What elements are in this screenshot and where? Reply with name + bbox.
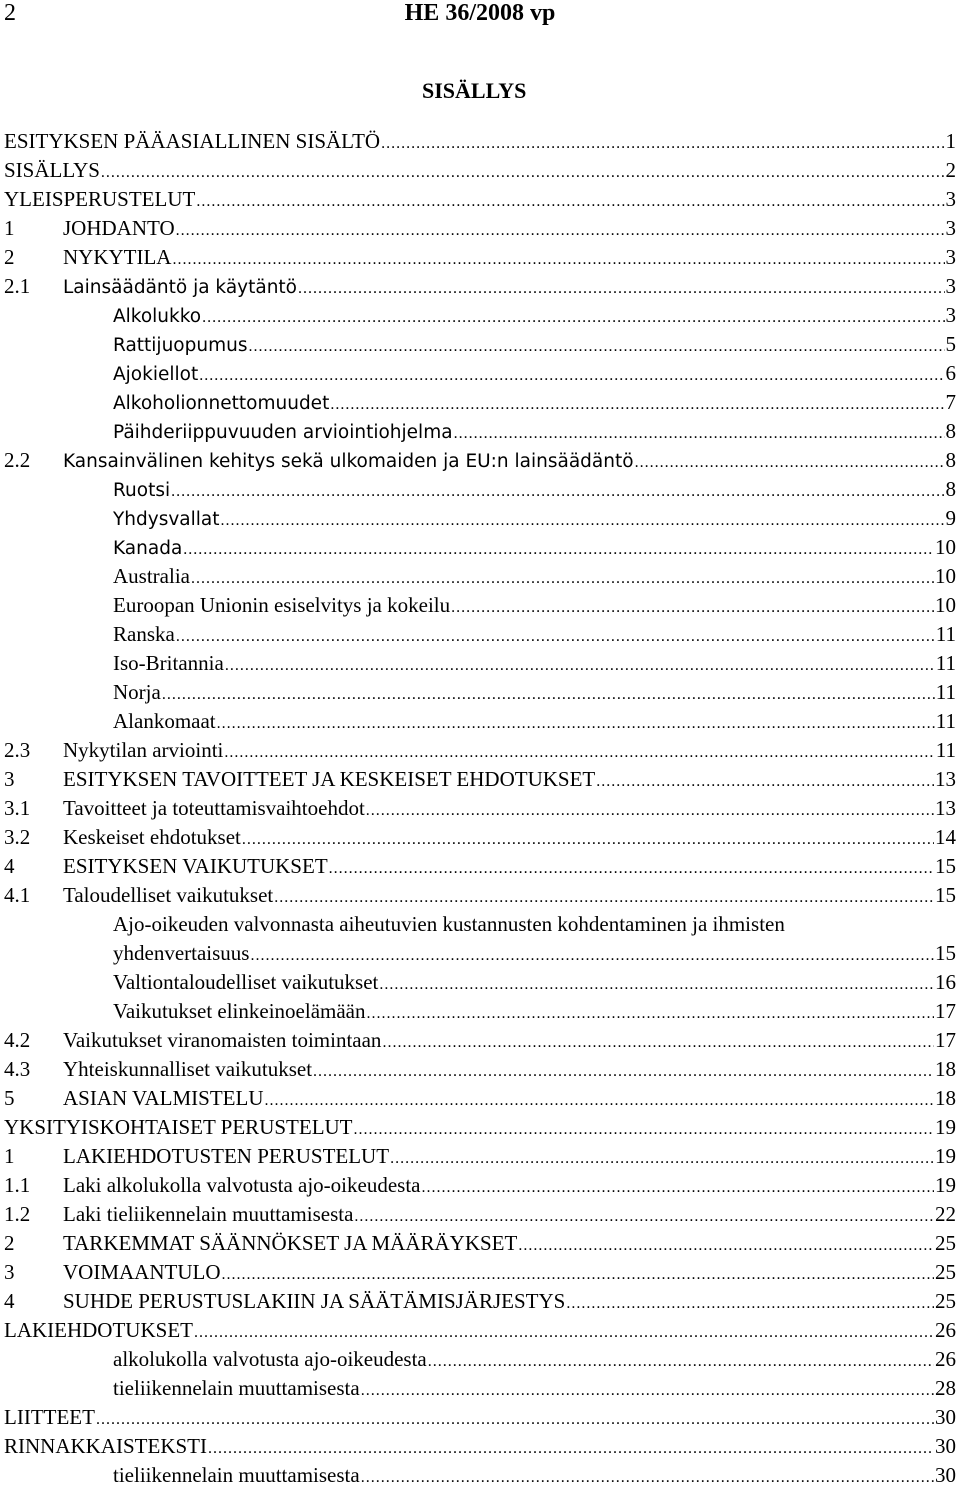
toc-entry-title: Tavoitteet ja toteuttamisvaihtoehdot bbox=[63, 796, 365, 820]
toc-entry[interactable] bbox=[4, 1374, 956, 1403]
toc-entry-number: 2.3 bbox=[4, 738, 31, 762]
toc-entry[interactable] bbox=[4, 1287, 956, 1316]
toc-entry[interactable] bbox=[4, 214, 956, 243]
toc-entry-page: 22 bbox=[935, 1202, 956, 1226]
toc-entry[interactable] bbox=[4, 533, 956, 562]
toc-entry-title: Ajokiellot bbox=[113, 364, 199, 385]
toc-leader-dots bbox=[208, 1434, 934, 1463]
toc-entry-title: NYKYTILA bbox=[63, 245, 172, 269]
toc-entry-page: 14 bbox=[935, 825, 956, 849]
toc-entry-page: 3 bbox=[945, 245, 956, 269]
toc-leader-dots bbox=[221, 506, 945, 535]
toc-entry-number: 2.2 bbox=[4, 448, 31, 472]
toc-entry[interactable] bbox=[4, 649, 956, 678]
toc-entry[interactable] bbox=[4, 388, 956, 417]
toc-entry-page: 9 bbox=[945, 506, 956, 530]
toc-entry[interactable] bbox=[4, 939, 956, 968]
toc-entry-title: TARKEMMAT SÄÄNNÖKSET JA MÄÄRÄYKSET bbox=[63, 1231, 518, 1255]
toc-leader-dots bbox=[451, 593, 934, 622]
page-number: 2 bbox=[4, 0, 16, 26]
toc-entry[interactable] bbox=[4, 1200, 956, 1229]
toc-entry-page: 17 bbox=[935, 999, 956, 1023]
toc-leader-dots bbox=[421, 1173, 934, 1202]
toc-entry-page: 25 bbox=[935, 1260, 956, 1284]
toc-entry-page: 13 bbox=[935, 767, 956, 791]
toc-entry-page: 26 bbox=[935, 1318, 956, 1342]
toc-entry-page: 6 bbox=[945, 361, 956, 385]
toc-leader-dots bbox=[354, 1202, 934, 1231]
toc-entry-page: 19 bbox=[935, 1173, 956, 1197]
toc-entry[interactable] bbox=[4, 1026, 956, 1055]
toc-entry-page: 8 bbox=[945, 477, 956, 501]
toc-entry-number: 1.1 bbox=[4, 1173, 31, 1197]
toc-entry-number: 1 bbox=[4, 216, 15, 240]
toc-entry-title: Valtiontaloudelliset vaikutukset bbox=[113, 970, 379, 994]
toc-entry-title: Päihderiippuvuuden arviointiohjelma bbox=[113, 422, 453, 443]
toc-entry-title: Laki alkolukolla valvotusta ajo-oikeudesta bbox=[63, 1173, 421, 1197]
toc-entry[interactable] bbox=[4, 736, 956, 765]
toc-entry-title: Kansainvälinen kehitys sekä ulkomaiden ja EU:n lainsäädäntö bbox=[63, 451, 634, 472]
toc-entry-page: 26 bbox=[935, 1347, 956, 1371]
toc-entry-title: Iso-Britannia bbox=[113, 651, 224, 675]
toc-entry[interactable] bbox=[4, 707, 956, 736]
toc-entry-title: ASIAN VALMISTELU bbox=[63, 1086, 264, 1110]
toc-leader-dots bbox=[224, 738, 934, 767]
toc-heading: SISÄLLYS bbox=[422, 78, 527, 103]
toc-entry-page: 10 bbox=[935, 593, 956, 617]
toc-entry[interactable] bbox=[4, 475, 956, 504]
toc-entry-page: 30 bbox=[935, 1405, 956, 1429]
toc-entry-title: YKSITYISKOHTAISET PERUSTELUT bbox=[4, 1115, 353, 1139]
toc-entry-page: 3 bbox=[945, 303, 956, 327]
toc-entry[interactable] bbox=[4, 1229, 956, 1258]
toc-entry-title: Rattijuopumus bbox=[113, 335, 248, 356]
toc-leader-dots bbox=[361, 1463, 934, 1492]
toc-leader-dots bbox=[366, 796, 934, 825]
toc-leader-dots bbox=[390, 1144, 934, 1173]
toc-entry[interactable] bbox=[4, 1461, 956, 1490]
toc-entry-page: 18 bbox=[935, 1057, 956, 1081]
toc-entry-number: 5 bbox=[4, 1086, 15, 1110]
toc-entry-page: 30 bbox=[935, 1463, 956, 1487]
toc-entry[interactable] bbox=[4, 1432, 956, 1461]
toc-entry-title: VOIMAANTULO bbox=[63, 1260, 221, 1284]
toc-entry-page: 25 bbox=[935, 1231, 956, 1255]
toc-entry-title: Euroopan Unionin esiselvitys ja kokeilu bbox=[113, 593, 451, 617]
toc-entry[interactable] bbox=[4, 272, 956, 301]
table-of-contents bbox=[4, 127, 956, 1490]
toc-entry-page: 7 bbox=[945, 390, 956, 414]
toc-entry[interactable] bbox=[4, 1142, 956, 1171]
toc-entry-page: 8 bbox=[945, 448, 956, 472]
toc-leader-dots bbox=[329, 854, 934, 883]
toc-leader-dots bbox=[274, 883, 934, 912]
toc-entry-page: 2 bbox=[945, 158, 956, 182]
toc-leader-dots bbox=[361, 1376, 934, 1405]
toc-entry-page: 11 bbox=[935, 622, 956, 646]
toc-entry[interactable] bbox=[4, 330, 956, 359]
toc-entry-page: 17 bbox=[935, 1028, 956, 1052]
toc-entry-title: Nykytilan arviointi bbox=[63, 738, 224, 762]
toc-entry-page: 18 bbox=[935, 1086, 956, 1110]
toc-entry-title: Taloudelliset vaikutukset bbox=[63, 883, 274, 907]
toc-entry[interactable] bbox=[4, 359, 956, 388]
toc-entry-title: tieliikennelain muuttamisesta bbox=[113, 1463, 360, 1487]
toc-entry-page: 3 bbox=[945, 187, 956, 211]
toc-entry-page: 15 bbox=[935, 854, 956, 878]
toc-leader-dots bbox=[171, 477, 944, 506]
toc-entry-page: 8 bbox=[945, 419, 956, 443]
toc-leader-dots bbox=[264, 1086, 934, 1115]
toc-entry-page: 25 bbox=[935, 1289, 956, 1313]
toc-entry[interactable] bbox=[4, 127, 956, 156]
toc-entry-number: 4 bbox=[4, 854, 15, 878]
toc-entry-title: Australia bbox=[113, 564, 190, 588]
toc-entry[interactable] bbox=[4, 243, 956, 272]
toc-entry-title: Alankomaat bbox=[113, 709, 216, 733]
toc-entry-page: 11 bbox=[935, 651, 956, 675]
toc-entry-title: LIITTEET bbox=[4, 1405, 95, 1429]
toc-entry-title: Lainsäädäntö ja käytäntö bbox=[63, 277, 297, 298]
toc-entry-title: Alkolukko bbox=[113, 306, 202, 327]
toc-entry-title: Ruotsi bbox=[113, 480, 171, 501]
toc-leader-dots bbox=[196, 187, 944, 216]
toc-entry-page: 3 bbox=[945, 216, 956, 240]
toc-entry-number: 2.1 bbox=[4, 274, 31, 298]
toc-entry-title: Alkoholionnettomuudet bbox=[113, 393, 330, 414]
toc-entry[interactable] bbox=[4, 446, 956, 475]
toc-entry[interactable] bbox=[4, 1345, 956, 1374]
toc-entry-page: 13 bbox=[935, 796, 956, 820]
toc-entry-title: Keskeiset ehdotukset bbox=[63, 825, 241, 849]
toc-leader-dots bbox=[172, 245, 944, 274]
toc-leader-dots bbox=[101, 158, 945, 187]
toc-leader-dots bbox=[191, 564, 934, 593]
toc-leader-dots bbox=[518, 1231, 934, 1260]
toc-entry[interactable] bbox=[4, 1403, 956, 1432]
toc-leader-dots bbox=[596, 767, 934, 796]
toc-entry-page: 19 bbox=[935, 1144, 956, 1168]
toc-entry[interactable] bbox=[4, 1171, 956, 1200]
toc-entry-title: JOHDANTO bbox=[63, 216, 175, 240]
toc-leader-dots bbox=[183, 535, 934, 564]
toc-entry[interactable] bbox=[4, 1084, 956, 1113]
toc-entry-page: 11 bbox=[935, 738, 956, 762]
toc-entry-title: yhdenvertaisuus bbox=[113, 941, 250, 965]
toc-entry[interactable] bbox=[4, 852, 956, 881]
toc-entry-title: ESITYKSEN VAIKUTUKSET bbox=[63, 854, 328, 878]
toc-entry-page: 28 bbox=[935, 1376, 956, 1400]
toc-leader-dots bbox=[199, 361, 944, 390]
toc-entry[interactable] bbox=[4, 794, 956, 823]
toc-entry-title: Yhteiskunnalliset vaikutukset bbox=[63, 1057, 313, 1081]
toc-leader-dots bbox=[298, 274, 945, 303]
toc-entry-page: 3 bbox=[945, 274, 956, 298]
toc-entry[interactable] bbox=[4, 156, 956, 185]
toc-leader-dots bbox=[367, 999, 934, 1028]
toc-entry-number: 3 bbox=[4, 767, 15, 791]
toc-leader-dots bbox=[96, 1405, 934, 1434]
toc-entry-title: alkolukolla valvotusta ajo-oikeudesta bbox=[113, 1347, 427, 1371]
toc-entry-page: 19 bbox=[935, 1115, 956, 1139]
toc-entry-number: 2 bbox=[4, 245, 15, 269]
toc-entry[interactable] bbox=[4, 1113, 956, 1142]
toc-leader-dots bbox=[382, 1028, 934, 1057]
toc-entry-page: 11 bbox=[935, 680, 956, 704]
toc-leader-dots bbox=[176, 216, 945, 245]
toc-entry-title: Yhdysvallat bbox=[113, 509, 220, 530]
toc-entry-number: 4.1 bbox=[4, 883, 31, 907]
toc-entry-title: LAKIEHDOTUSTEN PERUSTELUT bbox=[63, 1144, 390, 1168]
toc-leader-dots bbox=[202, 303, 944, 332]
toc-leader-dots bbox=[381, 129, 944, 158]
toc-entry-number: 1 bbox=[4, 1144, 15, 1168]
toc-leader-dots bbox=[221, 1260, 934, 1289]
toc-entry[interactable] bbox=[4, 185, 956, 214]
toc-entry-page: 10 bbox=[935, 535, 956, 559]
toc-entry-title: ESITYKSEN TAVOITTEET JA KESKEISET EHDOTUKSET bbox=[63, 767, 596, 791]
toc-leader-dots bbox=[217, 709, 935, 738]
toc-entry-number: 3 bbox=[4, 1260, 15, 1284]
toc-leader-dots bbox=[330, 390, 944, 419]
toc-entry-number: 4 bbox=[4, 1289, 15, 1313]
toc-entry-page: 15 bbox=[935, 883, 956, 907]
toc-leader-dots bbox=[250, 941, 934, 970]
toc-entry-title: SISÄLLYS bbox=[4, 158, 100, 182]
toc-entry-title: Ranska bbox=[113, 622, 175, 646]
toc-entry[interactable] bbox=[4, 910, 956, 939]
toc-entry-page: 1 bbox=[945, 129, 956, 153]
toc-entry-page: 11 bbox=[935, 709, 956, 733]
toc-entry-number: 4.3 bbox=[4, 1057, 31, 1081]
toc-entry-title: tieliikennelain muuttamisesta bbox=[113, 1376, 360, 1400]
toc-leader-dots bbox=[225, 651, 935, 680]
toc-entry-page: 30 bbox=[935, 1434, 956, 1458]
toc-entry[interactable] bbox=[4, 1055, 956, 1084]
toc-leader-dots bbox=[313, 1057, 934, 1086]
toc-leader-dots bbox=[248, 332, 944, 361]
toc-entry-number: 3.1 bbox=[4, 796, 31, 820]
toc-entry[interactable] bbox=[4, 678, 956, 707]
toc-entry[interactable] bbox=[4, 417, 956, 446]
toc-leader-dots bbox=[379, 970, 934, 999]
toc-entry[interactable] bbox=[4, 620, 956, 649]
toc-entry-title: Vaikutukset viranomaisten toimintaan bbox=[63, 1028, 382, 1052]
toc-entry-title: Vaikutukset elinkeinoelämään bbox=[113, 999, 366, 1023]
toc-entry-title: SUHDE PERUSTUSLAKIIN JA SÄÄTÄMISJÄRJESTYS bbox=[63, 1289, 566, 1313]
toc-leader-dots bbox=[242, 825, 934, 854]
toc-entry[interactable] bbox=[4, 562, 956, 591]
toc-leader-dots bbox=[566, 1289, 934, 1318]
toc-entry[interactable] bbox=[4, 881, 956, 910]
toc-entry-title: YLEISPERUSTELUT bbox=[4, 187, 196, 211]
toc-entry-title: LAKIEHDOTUKSET bbox=[4, 1318, 193, 1342]
toc-leader-dots bbox=[176, 622, 935, 651]
toc-entry-page: 16 bbox=[935, 970, 956, 994]
toc-entry-title: ESITYKSEN PÄÄASIALLINEN SISÄLTÖ bbox=[4, 129, 381, 153]
toc-entry-number: 1.2 bbox=[4, 1202, 31, 1226]
toc-leader-dots bbox=[194, 1318, 934, 1347]
toc-leader-dots bbox=[454, 419, 945, 448]
toc-entry-page: 10 bbox=[935, 564, 956, 588]
toc-entry[interactable] bbox=[4, 301, 956, 330]
toc-leader-dots bbox=[635, 448, 945, 477]
toc-entry-number: 3.2 bbox=[4, 825, 31, 849]
toc-entry[interactable] bbox=[4, 823, 956, 852]
toc-leader-dots bbox=[428, 1347, 934, 1376]
toc-entry-number: 4.2 bbox=[4, 1028, 31, 1052]
toc-entry[interactable] bbox=[4, 1316, 956, 1345]
toc-entry-title: RINNAKKAISTEKSTI bbox=[4, 1434, 207, 1458]
toc-entry[interactable] bbox=[4, 1258, 956, 1287]
document-id: HE 36/2008 vp bbox=[404, 0, 556, 26]
toc-entry-title: Ajo-oikeuden valvonnasta aiheutuvien kustannusten kohdentaminen ja ihmisten bbox=[113, 912, 785, 936]
toc-leader-dots bbox=[162, 680, 935, 709]
toc-entry[interactable] bbox=[4, 968, 956, 997]
toc-entry-page: 15 bbox=[935, 941, 956, 965]
toc-entry-title: Kanada bbox=[113, 538, 183, 559]
toc-entry[interactable] bbox=[4, 765, 956, 794]
toc-entry[interactable] bbox=[4, 997, 956, 1026]
toc-entry-page: 5 bbox=[945, 332, 956, 356]
toc-entry-title: Norja bbox=[113, 680, 161, 704]
toc-entry[interactable] bbox=[4, 591, 956, 620]
toc-entry[interactable] bbox=[4, 504, 956, 533]
toc-leader-dots bbox=[354, 1115, 934, 1144]
toc-entry-number: 2 bbox=[4, 1231, 15, 1255]
toc-entry-title: Laki tieliikennelain muuttamisesta bbox=[63, 1202, 354, 1226]
